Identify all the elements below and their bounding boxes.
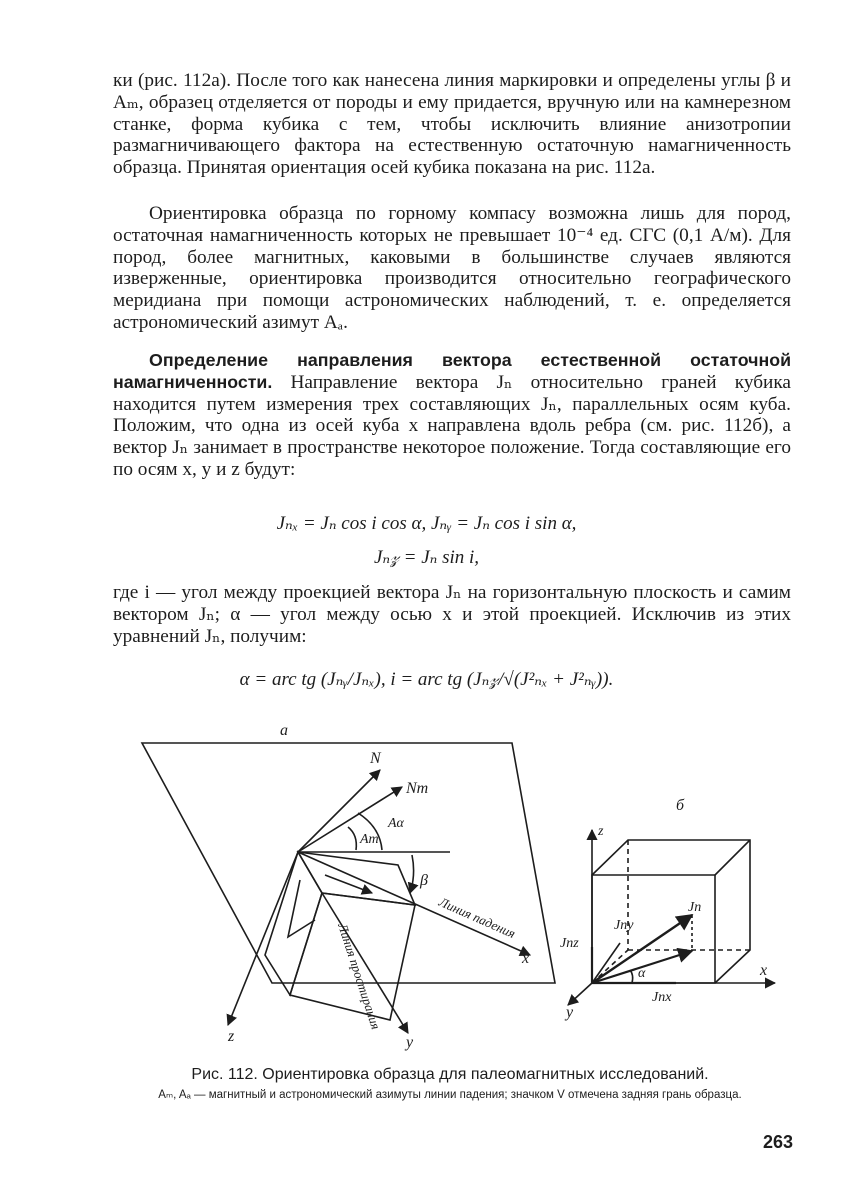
label-alpha: α: [638, 966, 646, 981]
label-z-a: z: [228, 1028, 235, 1045]
sample-cube-left: [265, 852, 322, 995]
angle-arc-alpha: [630, 970, 633, 983]
label-z-b: z: [598, 824, 604, 839]
formula-3: α = arc tg (Jₙᵧ/Jₙₓ), i = arc tg (Jₙ𝓏/√(J²ₙₓ + J²ₙᵧ)).: [239, 669, 614, 690]
fig-label-a: а: [280, 722, 288, 739]
axis-y-b: [568, 983, 592, 1005]
label-y-a: y: [406, 1034, 414, 1051]
label-y-b: y: [566, 1004, 574, 1021]
figure-112: [110, 715, 800, 1060]
fig-label-b: б: [676, 797, 685, 814]
section-heading: Определение направления вектора естественной остаточной намагниченности.: [113, 350, 791, 392]
label-Jn: Jn: [688, 900, 702, 915]
axis-z-a: [228, 852, 298, 1025]
label-Jnx: Jnx: [652, 990, 672, 1005]
label-dip-line: Линия падения: [436, 894, 518, 942]
figure-caption-body: Aₘ, Aₐ — магнитный и астрономический азимуты линии падения; значком V отмечена задняя грань образца.: [158, 1089, 742, 1101]
paragraph-3: [113, 350, 791, 481]
label-Nm: Nm: [406, 780, 429, 797]
paragraph-1: ки (рис. 112а). После того как нанесена линия маркировки и определены углы β и Aₘ, образец отделяется от породы и ему придается, вручную или на камнерезном станке, форма кубика с тем, чтобы исключить влияние анизотропии размагничивающего фактора на естественную остаточную намагниченность образца. Принятая ориентация осей кубика показана на рис. 112а.: [113, 70, 791, 179]
angle-arc-am: [348, 827, 356, 850]
formula-1: Jₙₓ = Jₙ cos i cos α, Jₙᵧ = Jₙ cos i sin α,: [276, 513, 577, 534]
label-x-b: x: [760, 962, 768, 979]
label-N: N: [370, 750, 381, 767]
label-Am: Am: [360, 832, 379, 847]
paragraph-2: Ориентировка образца по горному компасу возможна лишь для пород, остаточная намагниченность которых не превышает 10⁻⁴ ед. СГС (0,1 А/м). Для пород, более магнитных, каковыми в большинстве случаев являются изверженные, ориентировка производится относительно географического меридиана при помощи астрономических наблюдений, т. е. определяется астрономический азимут Aₐ.: [113, 203, 791, 333]
page-number: 263: [762, 1132, 793, 1152]
label-x-a: x: [522, 950, 530, 967]
label-strike-line: Линия простирания: [335, 921, 384, 1032]
angle-arc-beta: [410, 855, 414, 893]
cube-front: [592, 875, 715, 983]
label-beta: β: [420, 872, 428, 889]
label-Aa: Aα: [388, 816, 404, 831]
cube-edge: [715, 840, 750, 875]
label-Jny: Jny: [614, 918, 634, 933]
formula-2: Jₙ𝓏 = Jₙ sin i,: [373, 547, 480, 568]
vector-jny: [592, 943, 620, 983]
magnetic-north-line: [298, 787, 402, 852]
figure-caption-title: Рис. 112. Ориентировка образца для палеомагнитных исследований.: [191, 1066, 709, 1083]
paragraph-4: где i — угол между проекцией вектора Jₙ на горизонтальную плоскость и самим вектором Jₙ; α — угол между осью x и этой проекцией. Исключив из этих уравнений Jₙ, получим:: [113, 582, 791, 647]
label-Jnz: Jnz: [560, 936, 579, 951]
paragraph-3-body: Направление вектора Jₙ относительно граней кубика находится путем измерения трех составляющих Jₙ, параллельных осям куба. Положим, что одна из осей куба x направлена вдоль ребра (см. рис. 112б), а вектор Jₙ занимает в пространстве некоторое положение. Тогда составляющие его по осям x, y и z будут:: [113, 371, 791, 480]
sample-arrow: [325, 875, 372, 893]
